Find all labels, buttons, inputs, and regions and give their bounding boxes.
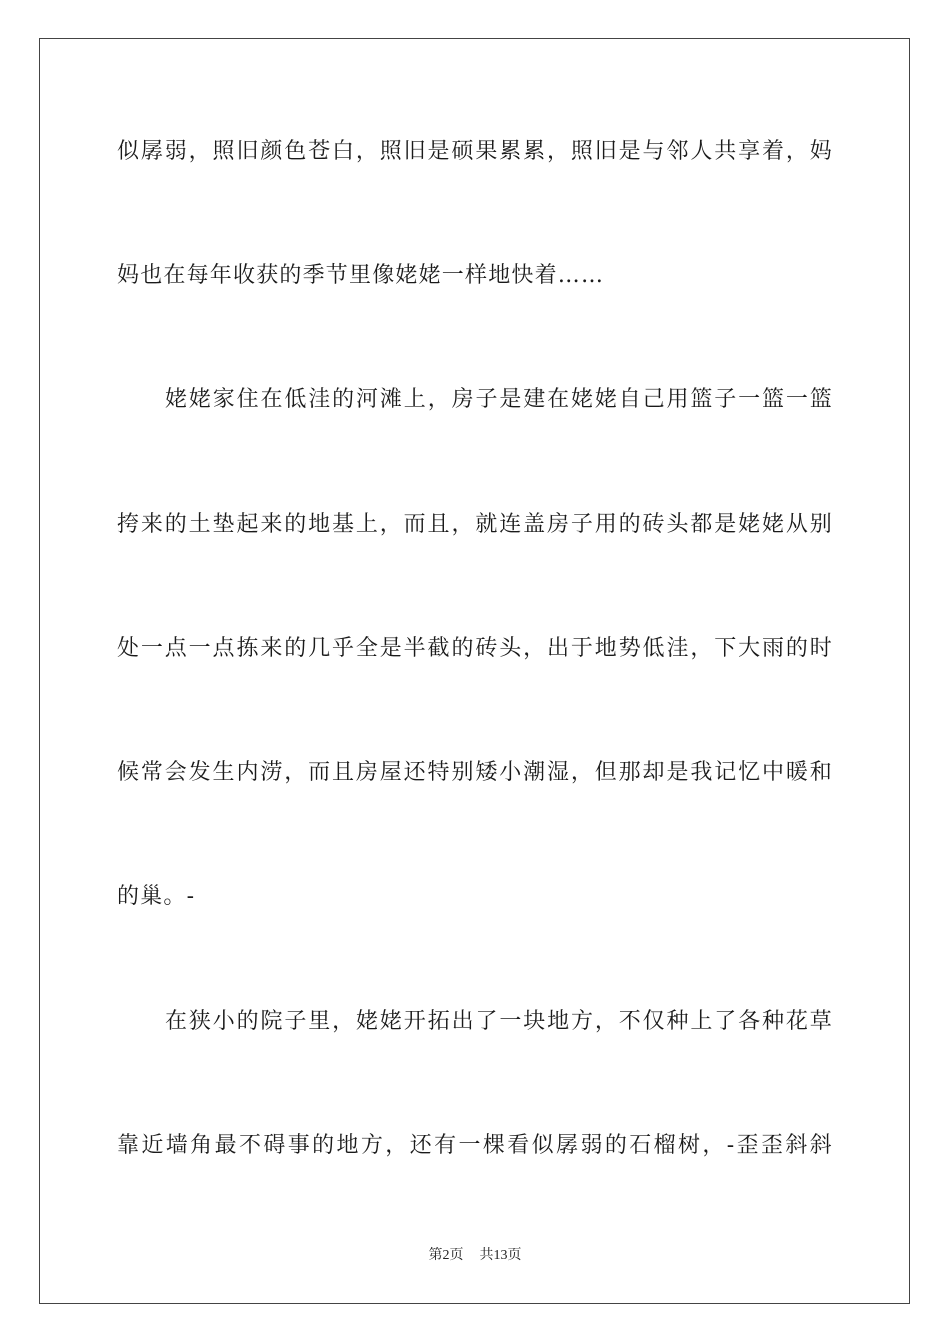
text-line-8: 在狭小的院子里，姥姥开拓出了一块地方，不仅种上了各种花草 [165, 1009, 833, 1034]
text-line-5: 处一点一点拣来的几乎全是半截的砖头，出于地势低洼，下大雨的时 [117, 636, 833, 661]
text-line-4: 挎来的土垫起来的地基上，而且，就连盖房子用的砖头都是姥姥从别 [117, 512, 833, 537]
text-line-3: 姥姥家住在低洼的河滩上，房子是建在姥姥自己用篮子一篮一篮 [165, 387, 833, 412]
text-line-1: 似孱弱，照旧颜色苍白，照旧是硕果累累，照旧是与邻人共享着，妈 [117, 139, 833, 164]
text-line-2: 妈也在每年收获的季节里像姥姥一样地快着…… [117, 263, 605, 288]
page-border [39, 38, 910, 1304]
page-number: 第2页 [428, 1248, 464, 1263]
page-total: 共13页 [479, 1248, 522, 1263]
text-line-9: 靠近墙角最不碍事的地方，还有一棵看似孱弱的石榴树，-歪歪斜斜 [117, 1133, 833, 1158]
text-line-7: 的巢。- [117, 884, 196, 909]
page-footer [0, 1247, 950, 1265]
text-line-6: 候常会发生内涝，而且房屋还特别矮小潮湿，但那却是我记忆中暖和 [117, 760, 833, 785]
